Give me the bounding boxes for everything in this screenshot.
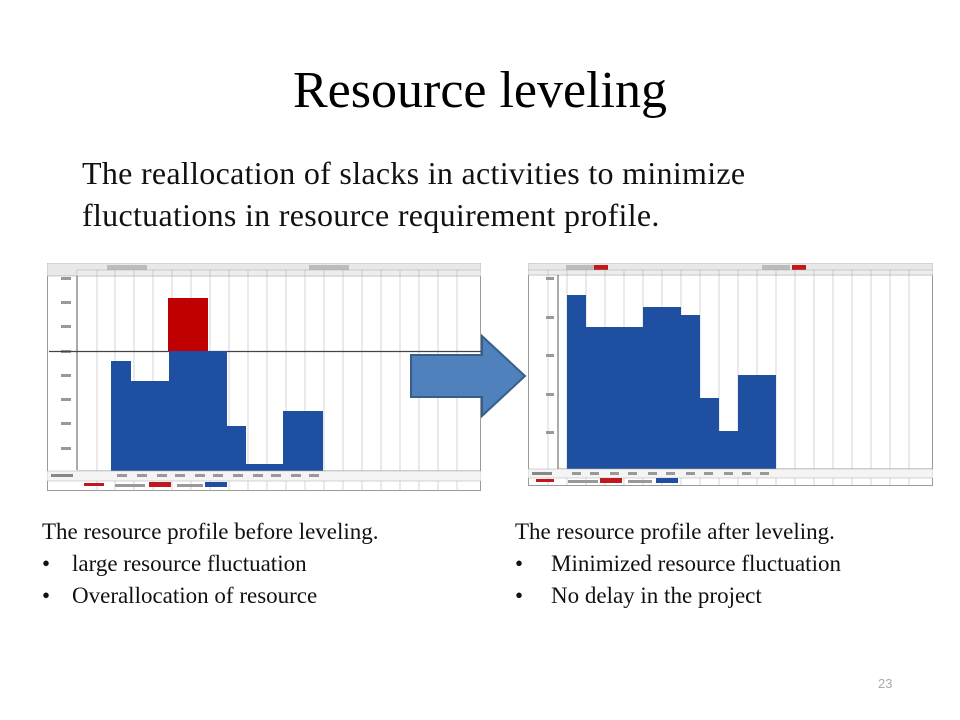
bullet-icon: • bbox=[42, 583, 51, 608]
timeline-month-marker bbox=[594, 265, 608, 270]
bullet-list bbox=[515, 548, 935, 612]
legend-label-overallocated bbox=[568, 480, 598, 483]
list-item bbox=[42, 580, 482, 612]
resource-histogram-after bbox=[528, 263, 933, 486]
after-leveling-caption bbox=[515, 516, 935, 612]
bullet-list bbox=[42, 548, 482, 612]
list-item bbox=[515, 548, 935, 580]
bullet-icon: • bbox=[42, 551, 51, 576]
peak-units-label bbox=[51, 474, 73, 477]
legend-label-allocated bbox=[177, 484, 203, 487]
legend-label-overallocated bbox=[115, 484, 145, 487]
bullet-icon: • bbox=[515, 583, 524, 608]
timeline-month-label bbox=[107, 265, 147, 270]
timeline-month-label bbox=[762, 265, 790, 270]
slide-subtitle: The reallocation of slacks in activities to minimize fluctuations in resource requirement profile. bbox=[82, 155, 746, 233]
timeline-month-marker bbox=[792, 265, 806, 270]
timeline-month-label bbox=[566, 265, 594, 270]
peak-units-label bbox=[532, 472, 552, 475]
slide-title: Resource leveling bbox=[293, 62, 667, 119]
bullet-text: Minimized resource fluctuation bbox=[551, 551, 841, 576]
overallocation-bar bbox=[168, 298, 208, 352]
caption-heading: The resource profile after leveling. bbox=[515, 519, 835, 544]
resource-name-label bbox=[536, 479, 554, 482]
bullet-text: Overallocation of resource bbox=[72, 583, 318, 608]
legend-swatch-overallocated bbox=[149, 482, 171, 487]
resource-name-label bbox=[84, 483, 104, 486]
legend-label-allocated bbox=[628, 480, 652, 483]
bullet-text: large resource fluctuation bbox=[72, 551, 307, 576]
list-item bbox=[42, 548, 482, 580]
legend-swatch-allocated bbox=[656, 478, 678, 483]
timeline-month-label bbox=[309, 265, 349, 270]
bullet-text: No delay in the project bbox=[551, 583, 762, 608]
right-arrow-icon bbox=[408, 333, 530, 419]
legend-swatch-allocated bbox=[205, 482, 227, 487]
list-item bbox=[515, 580, 935, 612]
legend-swatch-overallocated bbox=[600, 478, 622, 483]
before-leveling-caption bbox=[42, 516, 482, 612]
slide-number: 23 bbox=[878, 676, 893, 691]
peak-units-row bbox=[47, 471, 481, 481]
bullet-icon: • bbox=[515, 551, 524, 576]
caption-heading: The resource profile before leveling. bbox=[42, 519, 379, 544]
